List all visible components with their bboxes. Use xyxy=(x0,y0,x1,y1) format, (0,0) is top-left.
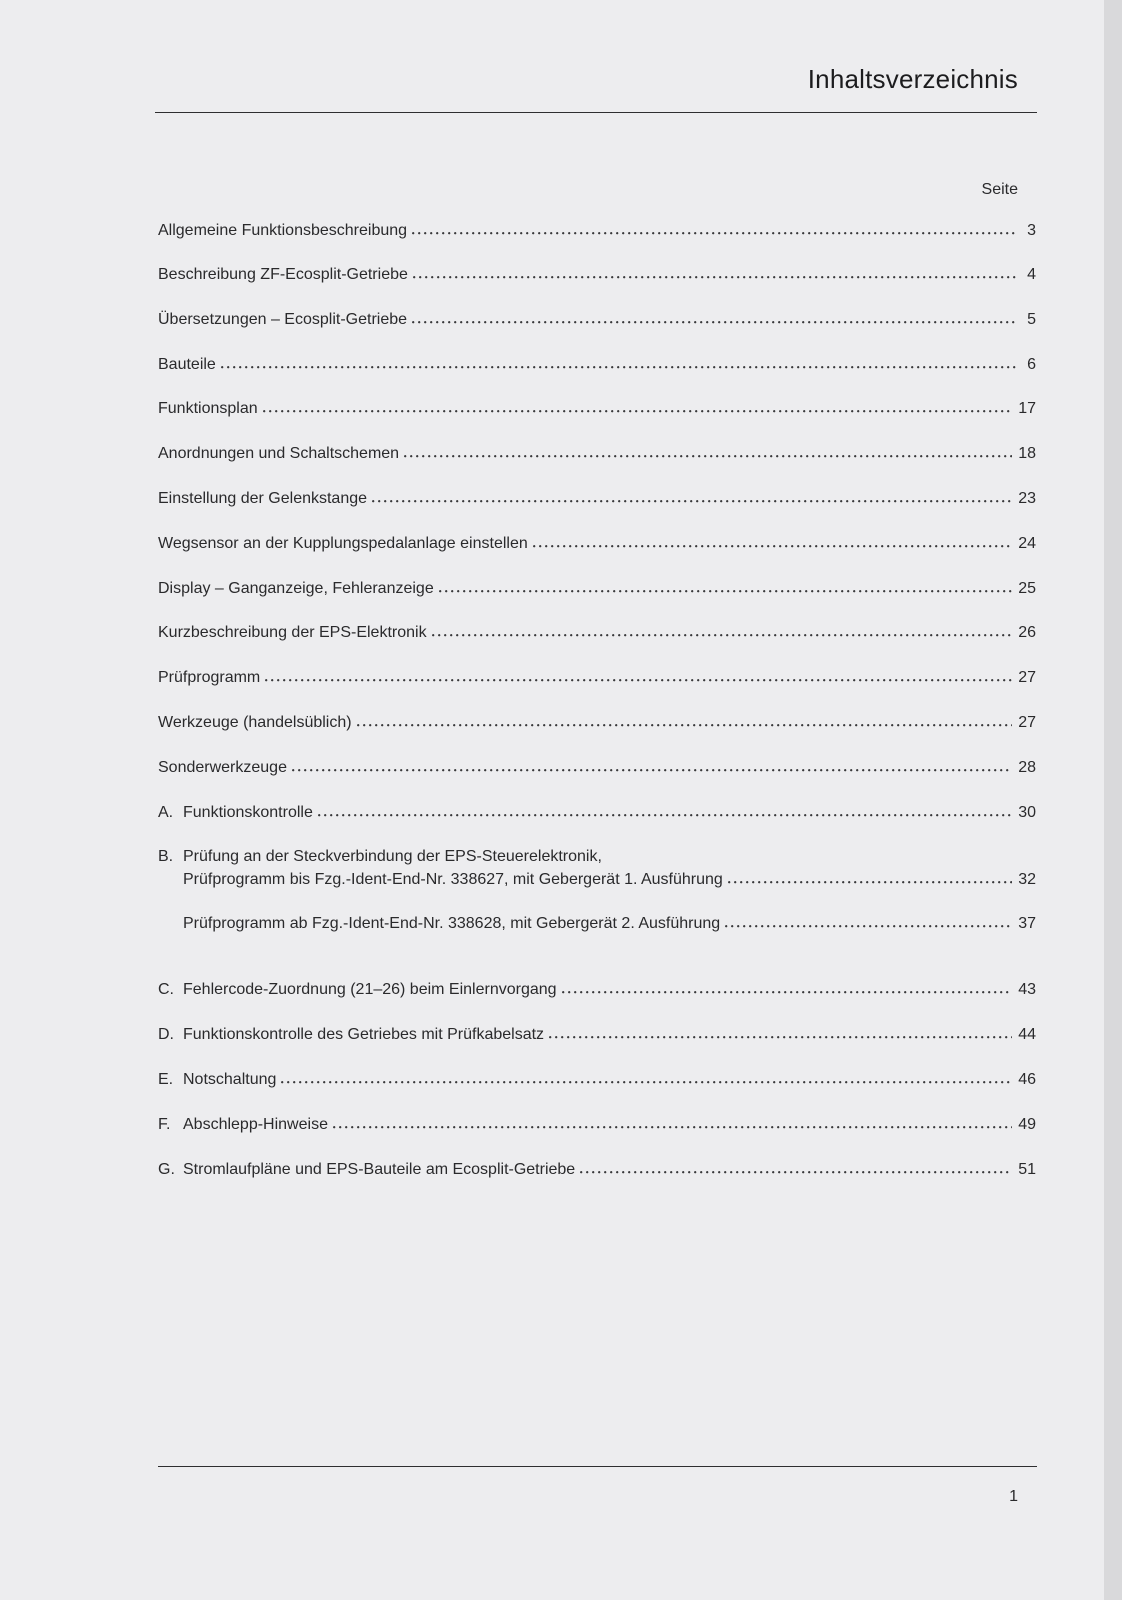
leader-dots xyxy=(372,489,1012,503)
leader-dots xyxy=(412,310,1016,324)
toc-entry-label: Wegsensor an der Kupplungspedalanlage einstellen xyxy=(158,535,528,552)
toc-entry[interactable] xyxy=(158,623,1036,643)
toc-entry-page: 18 xyxy=(1018,445,1036,462)
toc-entry[interactable] xyxy=(158,265,1036,285)
toc-entry-page: 37 xyxy=(1018,915,1036,932)
leader-dots xyxy=(333,1115,1012,1129)
toc-entry-label: Kurzbeschreibung der EPS-Elektronik xyxy=(158,624,427,641)
toc-entry[interactable] xyxy=(158,1070,1036,1090)
toc-entry-page: 23 xyxy=(1018,490,1036,507)
toc-entry[interactable] xyxy=(158,668,1036,688)
leader-dots xyxy=(292,758,1012,772)
toc-entry-page: 25 xyxy=(1018,580,1036,597)
toc-entry[interactable] xyxy=(158,1025,1036,1045)
leader-dots xyxy=(404,444,1012,458)
toc-entry-page: 27 xyxy=(1018,714,1036,731)
toc-entry-label: Notschaltung xyxy=(183,1071,277,1088)
toc-entry-label: Werkzeuge (handelsüblich) xyxy=(158,714,352,731)
toc-entry-label: Prüfprogramm ab Fzg.-Ident-End-Nr. 338628, mit Gebergerät 2. Ausführung xyxy=(183,915,721,932)
toc-entry[interactable] xyxy=(158,221,1036,241)
toc-entry[interactable] xyxy=(158,534,1036,554)
footer-rule xyxy=(158,1466,1037,1467)
toc-entry[interactable] xyxy=(158,847,1036,867)
toc-entry-label: Allgemeine Funktionsbeschreibung xyxy=(158,222,408,239)
toc-entry-page: 26 xyxy=(1018,624,1036,641)
toc-entry-page: 4 xyxy=(1027,266,1036,283)
toc-entry-prefix: F. xyxy=(158,1116,171,1133)
toc-entry-page: 32 xyxy=(1018,871,1036,888)
toc-entry-page: 5 xyxy=(1027,311,1036,328)
page-number: 1 xyxy=(1009,1488,1018,1505)
toc-entry-page: 30 xyxy=(1018,804,1036,821)
toc-entry-label: Übersetzungen – Ecosplit-Getriebe xyxy=(158,311,408,328)
toc-entry[interactable] xyxy=(158,758,1036,778)
leader-dots xyxy=(318,803,1012,817)
toc-entry-prefix: A. xyxy=(158,804,174,821)
toc-entry[interactable] xyxy=(158,310,1036,330)
toc-entry[interactable] xyxy=(158,1160,1036,1180)
toc-entry-label: Display – Ganganzeige, Fehleranzeige xyxy=(158,580,434,597)
leader-dots xyxy=(357,713,1013,727)
toc-entry-label: Stromlaufpläne und EPS-Bauteile am Ecosplit-Getriebe xyxy=(183,1161,576,1178)
toc-entry-label: Bauteile xyxy=(158,356,216,373)
toc-entry[interactable] xyxy=(158,399,1036,419)
toc-entry[interactable] xyxy=(158,914,1036,934)
page-edge xyxy=(1104,0,1122,1600)
toc-entry-page: 6 xyxy=(1027,356,1036,373)
leader-dots xyxy=(580,1160,1012,1174)
leader-dots xyxy=(562,980,1013,994)
table-of-contents xyxy=(158,0,1036,1200)
toc-entry-label: Einstellung der Gelenkstange xyxy=(158,490,368,507)
toc-entry-prefix: G. xyxy=(158,1161,175,1178)
leader-dots xyxy=(265,668,1012,682)
toc-entry-label: Funktionskontrolle des Getriebes mit Prüfkabelsatz xyxy=(183,1026,545,1043)
toc-entry-prefix: B. xyxy=(158,848,174,865)
toc-entry[interactable] xyxy=(158,1115,1036,1135)
toc-entry-label: Prüfung an der Steckverbindung der EPS-Steuerelektronik, xyxy=(183,848,602,865)
leader-dots xyxy=(728,870,1012,884)
toc-entry-page: 46 xyxy=(1018,1071,1036,1088)
toc-entry[interactable] xyxy=(158,803,1036,823)
toc-entry-page: 17 xyxy=(1018,400,1036,417)
leader-dots xyxy=(412,221,1016,235)
toc-entry-prefix: E. xyxy=(158,1071,174,1088)
toc-entry-label: Anordnungen und Schaltschemen xyxy=(158,445,400,462)
toc-entry-label: Prüfprogramm xyxy=(158,669,261,686)
toc-entry-label: Prüfprogramm bis Fzg.-Ident-End-Nr. 338627, mit Gebergerät 1. Ausführung xyxy=(183,871,723,888)
toc-entry-label: Funktionskontrolle xyxy=(183,804,313,821)
page-column-label: Seite xyxy=(981,181,1018,198)
leader-dots xyxy=(281,1070,1012,1084)
toc-entry-label: Sonderwerkzeuge xyxy=(158,759,287,776)
leader-dots xyxy=(549,1025,1012,1039)
toc-entry-page: 3 xyxy=(1027,222,1036,239)
toc-entry-prefix: C. xyxy=(158,981,174,998)
leader-dots xyxy=(263,399,1013,413)
toc-entry-label: Abschlepp-Hinweise xyxy=(183,1116,328,1133)
leader-dots xyxy=(439,579,1012,593)
toc-entry-page: 43 xyxy=(1018,981,1036,998)
toc-entry-page: 24 xyxy=(1018,535,1036,552)
leader-dots xyxy=(413,265,1016,279)
toc-entry[interactable] xyxy=(158,980,1036,1000)
toc-entry-label: Fehlercode-Zuordnung (21–26) beim Einlernvorgang xyxy=(183,981,557,998)
toc-entry-page: 28 xyxy=(1018,759,1036,776)
toc-entry-page: 49 xyxy=(1018,1116,1036,1133)
leader-dots xyxy=(432,623,1013,637)
toc-entry-label: Beschreibung ZF-Ecosplit-Getriebe xyxy=(158,266,408,283)
toc-entry[interactable] xyxy=(158,355,1036,375)
toc-entry-prefix: D. xyxy=(158,1026,174,1043)
toc-entry-label: Funktionsplan xyxy=(158,400,258,417)
toc-entry[interactable] xyxy=(158,444,1036,464)
leader-dots xyxy=(725,914,1012,928)
toc-entry[interactable] xyxy=(158,870,1036,890)
toc-entry[interactable] xyxy=(158,579,1036,599)
leader-dots xyxy=(221,355,1016,369)
toc-entry-page: 44 xyxy=(1018,1026,1036,1043)
page-title: Inhaltsverzeichnis xyxy=(807,64,1018,94)
toc-entry-page: 27 xyxy=(1018,669,1036,686)
toc-entry-page: 51 xyxy=(1018,1161,1036,1178)
toc-entry[interactable] xyxy=(158,713,1036,733)
toc-entry[interactable] xyxy=(158,489,1036,509)
leader-dots xyxy=(533,534,1012,548)
